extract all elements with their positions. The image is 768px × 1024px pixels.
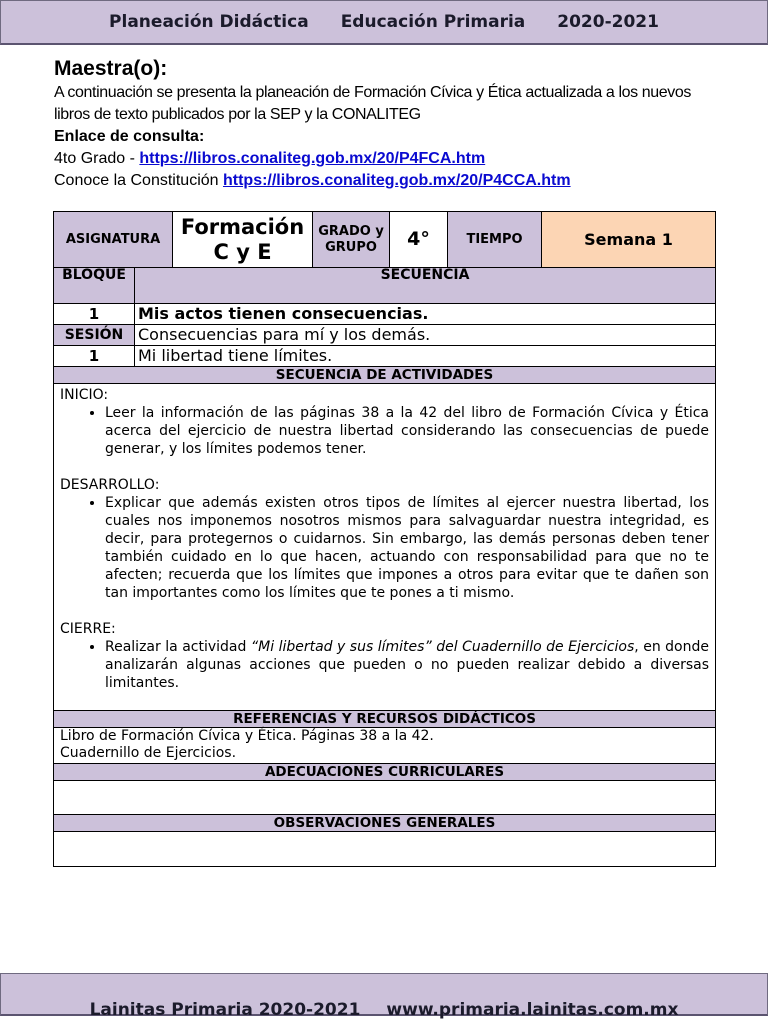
secuencia-value: Mis actos tienen consecuencias. [135, 304, 716, 325]
intro-paragraph: A continuación se presenta la planeación de Formación Cívica y Ética actualizada a los nuevos libros de texto publicados por la SEP y la CONALITEG [54, 84, 691, 123]
grade-book-link[interactable]: https://libros.conaliteg.gob.mx/20/P4FCA.htm [139, 150, 486, 167]
desarrollo-item: • Explicar que además existen otros tipos de límites al ejercer nuestra libertad, los cuales nos imponemos nosotros mismos para salvaguardar nuestra integridad, es decir, para protegernos o cuidarnos. Sin embargo, las demás personas deben tener también cuidado en lo que hacen, actuando con responsabilidad para que no te afecten; recuerda que los límites que impones a otros para evitar que te dañen son tan importantes como los límites que te pones a ti mismo. [105, 494, 709, 602]
grade-link-prefix: 4to Grado - [54, 150, 140, 167]
footer-site-name: Lainitas Primaria 2020-2021 [89, 1000, 361, 1020]
link-heading: Enlace de consulta: [54, 128, 205, 145]
asignatura-value: Formación C y E [173, 212, 313, 268]
tiempo-label: TIEMPO [448, 212, 542, 268]
header-level: Educación Primaria [340, 12, 526, 32]
constitution-link-prefix: Conoce la Constitución [54, 172, 223, 189]
footer-url: www.primaria.lainitas.com.mx [386, 1000, 679, 1020]
sesion-desc: Consecuencias para mí y los demás. [135, 325, 716, 346]
cierre-activity: “Mi libertad y sus límites” del Cuadernillo de Ejercicios [250, 639, 635, 655]
cierre-label: CIERRE: [60, 621, 116, 637]
intro-heading: Maestra(o): [54, 57, 168, 80]
constitution-book-link[interactable]: https://libros.conaliteg.gob.mx/20/P4CCA.htm [222, 172, 571, 189]
inicio-item: • Leer la información de las páginas 38 a la 42 del libro de Formación Cívica y Ética acerca del ejercicio de nuestra libertad considerando las consecuencias de puede generar, y los límites podemos tener. [105, 404, 709, 458]
cierre-prefix: Realizar la actividad [105, 639, 251, 655]
grade-link-line [54, 148, 718, 170]
inicio-list [60, 404, 709, 458]
bloque-value: 1 [54, 304, 135, 325]
grado-value: 4° [390, 212, 448, 268]
adecuaciones-body [54, 781, 716, 815]
referencia-cuadernillo: Cuadernillo de Ejercicios. [60, 745, 237, 761]
desarrollo-label: DESARROLLO: [60, 477, 160, 493]
sesion-label: SESIÓN [54, 325, 135, 346]
intro-section [54, 56, 718, 192]
desarrollo-list [60, 494, 709, 602]
grado-label: GRADO y GRUPO [313, 212, 390, 268]
cierre-item [105, 638, 709, 692]
referencias-body [54, 728, 716, 764]
sesion-value: 1 [54, 346, 135, 367]
cierre-suffix: , en donde analizarán algunas acciones que pueden o no pueden realizar debido a diversas limitantes. [105, 639, 710, 691]
secuencia-label: SECUENCIA [135, 268, 716, 304]
actividades-body [54, 384, 716, 711]
header-year: 2020-2021 [557, 12, 659, 32]
asignatura-label: ASIGNATURA [54, 212, 173, 268]
adecuaciones-title: ADECUACIONES CURRICULARES [54, 764, 716, 781]
referencia-libro: Libro de Formación Cívica y Ética. Páginas 38 a la 42. [60, 728, 434, 744]
observaciones-title: OBSERVACIONES GENERALES [54, 815, 716, 832]
sesion-title: Mi libertad tiene límites. [135, 346, 716, 367]
planning-table [53, 211, 716, 867]
observaciones-body [54, 832, 716, 867]
actividades-title: SECUENCIA DE ACTIVIDADES [54, 367, 716, 384]
cierre-list [60, 638, 709, 692]
constitution-link-line [54, 170, 718, 192]
tiempo-value: Semana 1 [542, 212, 716, 268]
footer-banner [0, 973, 768, 1020]
bloque-label: BLOQUE [54, 268, 135, 304]
referencias-title: REFERENCIAS Y RECURSOS DIDÁCTICOS [54, 711, 716, 728]
inicio-label: INICIO: [60, 387, 109, 403]
header-banner [0, 0, 768, 45]
header-title: Planeación Didáctica [109, 12, 309, 32]
